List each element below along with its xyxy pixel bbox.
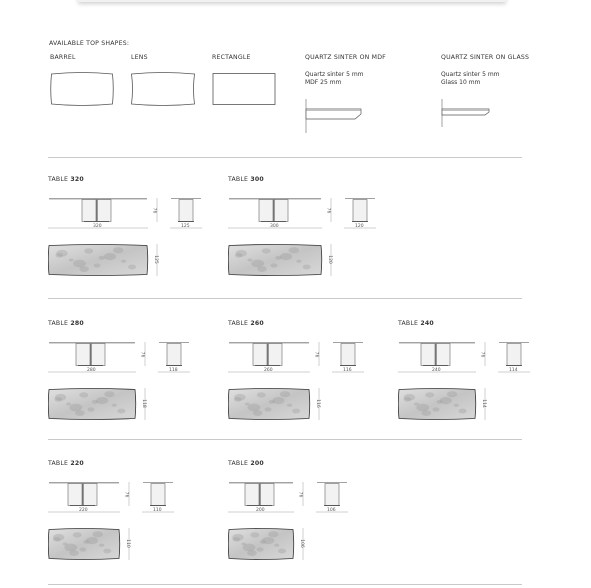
section-divider [48,584,522,585]
table-title [48,460,84,467]
plan-width-dimension: 114 [480,399,486,408]
length-dimension: 220 [79,508,88,513]
section-divider [48,157,522,158]
table-title-size: 320 [70,176,84,183]
plan-view-marble-top [228,528,308,564]
width-dimension: 110 [153,508,162,513]
table-title-prefix: TABLE [228,176,249,183]
plan-width-dimension: 116 [314,399,320,408]
table-title-prefix: TABLE [228,460,249,467]
plan-view-marble-top [228,244,336,280]
rectangle-shape-icon [212,72,276,106]
table-title-prefix: TABLE [398,320,419,327]
plan-width-dimension: 110 [124,539,130,548]
plan-view-marble-top [48,244,162,280]
end-elevation-drawing [142,482,178,522]
material-glass-label: QUARTZ SINTER ON GLASS [441,54,530,61]
shape-label-lens: LENS [131,54,148,61]
height-dimension: 76 [325,207,331,214]
table-title [228,176,264,183]
width-dimension: 106 [327,508,336,513]
mdf-edge-profile-icon [303,97,367,135]
plan-width-dimension: 118 [140,399,146,408]
length-dimension: 200 [256,508,265,513]
table-title-prefix: TABLE [48,176,69,183]
table-title-prefix: TABLE [228,320,249,327]
width-dimension: 118 [169,368,178,373]
side-elevation-drawing [48,482,134,522]
table-title-size: 280 [70,320,84,327]
table-title-size: 220 [70,460,84,467]
side-elevation-drawing [228,342,324,382]
end-elevation-drawing [170,198,206,238]
side-elevation-drawing [228,482,308,522]
section-divider [48,439,522,440]
width-dimension: 120 [355,224,364,229]
side-elevation-drawing [48,198,162,238]
end-elevation-drawing [344,198,380,238]
plan-width-dimension: 106 [298,539,304,548]
height-dimension: 76 [479,351,485,358]
table-title [48,320,84,327]
end-elevation-drawing [316,482,352,522]
shapes-title: AVAILABLE TOP SHAPES: [49,40,130,47]
height-dimension: 76 [123,491,129,498]
table-title-prefix: TABLE [48,460,69,467]
length-dimension: 280 [87,368,96,373]
table-title [48,176,84,183]
shape-label-rectangle: RECTANGLE [212,54,251,61]
height-dimension: 76 [313,351,319,358]
plan-width-dimension: 125 [152,255,158,264]
table-title-size: 300 [250,176,264,183]
height-dimension: 76 [151,207,157,214]
end-elevation-drawing [332,342,368,382]
width-dimension: 116 [343,368,352,373]
table-title [228,460,264,467]
side-elevation-drawing [228,198,336,238]
table-title-size: 260 [250,320,264,327]
length-dimension: 300 [270,224,279,229]
barrel-shape-icon [50,72,114,106]
end-elevation-drawing [498,342,534,382]
section-divider [48,298,522,299]
side-elevation-drawing [398,342,490,382]
plan-width-dimension: 120 [326,255,332,264]
material-mdf-spec1: Quartz sinter 5 mm [305,71,364,78]
side-elevation-drawing [48,342,150,382]
plan-view-marble-top [398,388,490,424]
shape-label-barrel: BARREL [50,54,76,61]
lens-shape-icon [130,72,196,106]
glass-edge-profile-icon [439,97,495,129]
material-mdf-label: QUARTZ SINTER ON MDF [305,54,386,61]
table-title-size: 200 [250,460,264,467]
plan-view-marble-top [48,528,134,564]
width-dimension: 125 [181,224,190,229]
table-title [228,320,264,327]
length-dimension: 260 [264,368,273,373]
plan-view-marble-top [48,388,150,424]
table-title-size: 240 [420,320,434,327]
material-glass-spec1: Quartz sinter 5 mm [441,71,500,78]
plan-view-marble-top [228,388,324,424]
length-dimension: 320 [93,224,102,229]
height-dimension: 76 [297,491,303,498]
width-dimension: 114 [509,368,518,373]
material-glass-spec2: Glass 10 mm [441,79,481,86]
height-dimension: 76 [139,351,145,358]
table-title [398,320,434,327]
length-dimension: 240 [432,368,441,373]
material-mdf-spec2: MDF 25 mm [305,79,342,86]
table-title-prefix: TABLE [48,320,69,327]
end-elevation-drawing [158,342,194,382]
top-shadow-bar [78,0,506,2]
